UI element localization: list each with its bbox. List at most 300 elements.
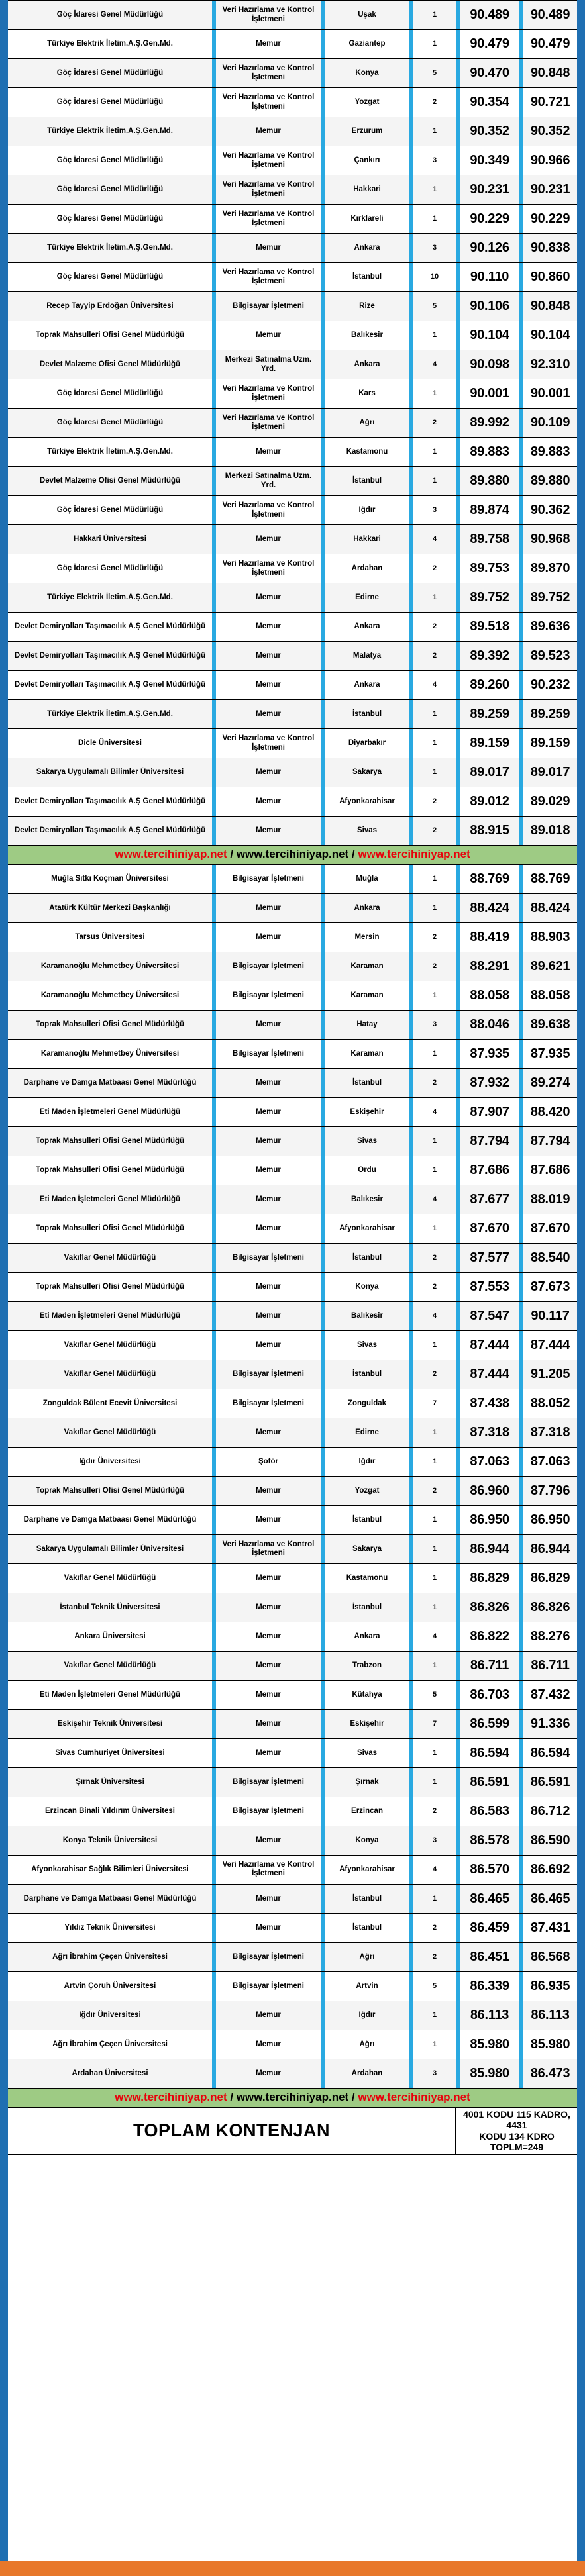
cell-min-score: 88.915	[460, 817, 519, 846]
cell-quota: 3	[413, 146, 456, 175]
cell-institution: Ağrı İbrahim Çeçen Üniversitesi	[8, 1942, 212, 1971]
cell-institution: Vakıflar Genel Müdürlüğü	[8, 1651, 212, 1680]
table-row[interactable]	[8, 1097, 577, 1126]
cell-institution: İstanbul Teknik Üniversitesi	[8, 1593, 212, 1622]
cell-quota: 1	[413, 2030, 456, 2059]
cell-quota: 1	[413, 1126, 456, 1156]
cell-province: İstanbul	[325, 1913, 409, 1942]
cell-institution: Devlet Malzeme Ofisi Genel Müdürlüğü	[8, 350, 212, 379]
table-row[interactable]	[8, 893, 577, 922]
kpss-placement-table	[8, 0, 577, 2155]
cell-max-score: 90.860	[523, 263, 577, 292]
cell-title: Merkezi Satınalma Uzm. Yrd.	[216, 467, 321, 496]
cell-quota: 2	[413, 922, 456, 952]
cell-min-score: 88.419	[460, 922, 519, 952]
cell-title: Veri Hazırlama ve Kontrol İşletmeni	[216, 1534, 321, 1563]
cell-title: Memur	[216, 1884, 321, 1913]
table-row[interactable]	[8, 1476, 577, 1505]
cell-max-score: 86.594	[523, 1738, 577, 1767]
cell-max-score: 89.752	[523, 583, 577, 613]
table-row[interactable]	[8, 1709, 577, 1738]
cell-quota: 3	[413, 1826, 456, 1855]
cell-province: Edirne	[325, 583, 409, 613]
table-row[interactable]	[8, 1826, 577, 1855]
cell-max-score: 86.711	[523, 1651, 577, 1680]
promo-separator-1: /	[227, 848, 237, 860]
table-row[interactable]	[8, 146, 577, 175]
cell-quota: 1	[413, 467, 456, 496]
table-row[interactable]	[8, 350, 577, 379]
cell-min-score: 87.318	[460, 1418, 519, 1447]
cell-institution: Vakıflar Genel Müdürlüğü	[8, 1360, 212, 1389]
cell-min-score: 90.106	[460, 292, 519, 321]
cell-province: Muğla	[325, 864, 409, 893]
table-row[interactable]	[8, 175, 577, 205]
cell-institution: Göç İdaresi Genel Müdürlüğü	[8, 146, 212, 175]
cell-institution: Sakarya Uygulamalı Bilimler Üniversitesi	[8, 758, 212, 787]
table-row[interactable]	[8, 1738, 577, 1767]
cell-province: Gaziantep	[325, 30, 409, 59]
cell-quota: 1	[413, 583, 456, 613]
promo-link-2[interactable]: www.tercihiniyap.net	[236, 2090, 349, 2103]
cell-province: İstanbul	[325, 1068, 409, 1097]
table-row[interactable]	[8, 1, 577, 30]
cell-province: İstanbul	[325, 263, 409, 292]
cell-province: Konya	[325, 1272, 409, 1301]
cell-institution: Iğdır Üniversitesi	[8, 1447, 212, 1476]
cell-province: Kastamonu	[325, 438, 409, 467]
cell-institution: Türkiye Elektrik İletim.A.Ş.Gen.Md.	[8, 583, 212, 613]
total-quota-value	[456, 2107, 577, 2154]
cell-min-score: 88.046	[460, 1010, 519, 1039]
cell-min-score: 90.479	[460, 30, 519, 59]
cell-min-score: 87.444	[460, 1330, 519, 1360]
table-row[interactable]	[8, 1534, 577, 1563]
cell-institution: Göç İdaresi Genel Müdürlüğü	[8, 88, 212, 117]
cell-quota: 1	[413, 321, 456, 350]
cell-title: Bilgisayar İşletmeni	[216, 1971, 321, 2001]
promo-banner-cell	[8, 2088, 577, 2107]
cell-quota: 5	[413, 1680, 456, 1709]
cell-max-score: 88.420	[523, 1097, 577, 1126]
cell-min-score: 87.553	[460, 1272, 519, 1301]
cell-institution: Göç İdaresi Genel Müdürlüğü	[8, 263, 212, 292]
promo-link-3[interactable]: www.tercihiniyap.net	[358, 2090, 470, 2103]
cell-institution: Toprak Mahsulleri Ofisi Genel Müdürlüğü	[8, 1214, 212, 1243]
cell-quota: 1	[413, 1563, 456, 1593]
table-row[interactable]	[8, 2001, 577, 2030]
cell-title: Memur	[216, 1156, 321, 1185]
table-row[interactable]	[8, 379, 577, 409]
cell-province: Afyonkarahisar	[325, 787, 409, 817]
cell-min-score: 89.992	[460, 409, 519, 438]
cell-title: Memur	[216, 117, 321, 146]
cell-institution: Devlet Demiryolları Taşımacılık A.Ş Genel Müdürlüğü	[8, 787, 212, 817]
cell-max-score: 87.673	[523, 1272, 577, 1301]
cell-title: Veri Hazırlama ve Kontrol İşletmeni	[216, 59, 321, 88]
table-row[interactable]	[8, 1505, 577, 1534]
cell-title: Memur	[216, 922, 321, 952]
cell-institution: Sivas Cumhuriyet Üniversitesi	[8, 1738, 212, 1767]
cell-institution: Toprak Mahsulleri Ofisi Genel Müdürlüğü	[8, 1156, 212, 1185]
cell-province: İstanbul	[325, 1884, 409, 1913]
cell-quota: 2	[413, 1797, 456, 1826]
cell-institution: Ankara Üniversitesi	[8, 1622, 212, 1651]
cell-title: Bilgisayar İşletmeni	[216, 952, 321, 981]
cell-institution: Dicle Üniversitesi	[8, 729, 212, 758]
cell-max-score: 90.001	[523, 379, 577, 409]
table-row[interactable]	[8, 1651, 577, 1680]
cell-title: Memur	[216, 30, 321, 59]
cell-title: Veri Hazırlama ve Kontrol İşletmeni	[216, 175, 321, 205]
cell-institution: Göç İdaresi Genel Müdürlüğü	[8, 496, 212, 525]
cell-max-score: 86.465	[523, 1884, 577, 1913]
cell-province: Erzurum	[325, 117, 409, 146]
cell-min-score: 90.354	[460, 88, 519, 117]
cell-province: Yozgat	[325, 88, 409, 117]
cell-min-score: 89.752	[460, 583, 519, 613]
table-row[interactable]	[8, 525, 577, 554]
cell-quota: 1	[413, 175, 456, 205]
promo-link-1[interactable]: www.tercihiniyap.net	[115, 2090, 227, 2103]
table-row[interactable]	[8, 409, 577, 438]
cell-max-score: 90.229	[523, 205, 577, 234]
cell-max-score: 90.968	[523, 525, 577, 554]
table-row[interactable]	[8, 292, 577, 321]
cell-min-score: 87.577	[460, 1243, 519, 1272]
cell-province: Konya	[325, 1826, 409, 1855]
table-row[interactable]	[8, 864, 577, 893]
cell-max-score: 91.205	[523, 1360, 577, 1389]
table-row[interactable]	[8, 205, 577, 234]
cell-province: Kırklareli	[325, 205, 409, 234]
table-row[interactable]	[8, 1272, 577, 1301]
cell-province: İstanbul	[325, 1243, 409, 1272]
cell-min-score: 88.424	[460, 893, 519, 922]
table-row[interactable]	[8, 1243, 577, 1272]
cell-province: Afyonkarahisar	[325, 1214, 409, 1243]
table-row[interactable]	[8, 1942, 577, 1971]
cell-province: İstanbul	[325, 467, 409, 496]
table-row[interactable]	[8, 1330, 577, 1360]
cell-quota: 3	[413, 1010, 456, 1039]
cell-quota: 3	[413, 496, 456, 525]
table-row[interactable]	[8, 1010, 577, 1039]
cell-quota: 1	[413, 117, 456, 146]
cell-max-score: 87.670	[523, 1214, 577, 1243]
promo-link-1[interactable]: www.tercihiniyap.net	[115, 848, 227, 860]
cell-max-score: 87.318	[523, 1418, 577, 1447]
cell-quota: 1	[413, 1418, 456, 1447]
cell-title: Memur	[216, 2030, 321, 2059]
cell-institution: Toprak Mahsulleri Ofisi Genel Müdürlüğü	[8, 1272, 212, 1301]
cell-min-score: 90.349	[460, 146, 519, 175]
table-row[interactable]	[8, 59, 577, 88]
table-row[interactable]	[8, 583, 577, 613]
table-row[interactable]	[8, 1360, 577, 1389]
cell-title: Veri Hazırlama ve Kontrol İşletmeni	[216, 379, 321, 409]
promo-separator-2: /	[348, 2090, 358, 2103]
cell-province: Ağrı	[325, 2030, 409, 2059]
cell-max-score: 86.591	[523, 1767, 577, 1797]
table-row[interactable]	[8, 1767, 577, 1797]
cell-quota: 2	[413, 1068, 456, 1097]
cell-title: Memur	[216, 1097, 321, 1126]
cell-min-score: 90.352	[460, 117, 519, 146]
cell-province: Malatya	[325, 642, 409, 671]
cell-min-score: 86.339	[460, 1971, 519, 2001]
cell-max-score: 92.310	[523, 350, 577, 379]
cell-max-score: 86.950	[523, 1505, 577, 1534]
cell-quota: 1	[413, 1156, 456, 1185]
cell-province: Mersin	[325, 922, 409, 952]
table-row[interactable]	[8, 981, 577, 1010]
table-row[interactable]	[8, 2030, 577, 2059]
cell-institution: Sakarya Uygulamalı Bilimler Üniversitesi	[8, 1534, 212, 1563]
table-row[interactable]	[8, 1156, 577, 1185]
table-row[interactable]	[8, 1301, 577, 1330]
right-frame-border	[577, 0, 585, 2576]
cell-title: Bilgisayar İşletmeni	[216, 1039, 321, 1068]
cell-institution: Tarsus Üniversitesi	[8, 922, 212, 952]
cell-max-score: 85.980	[523, 2030, 577, 2059]
table-row[interactable]	[8, 1680, 577, 1709]
cell-institution: Vakıflar Genel Müdürlüğü	[8, 1563, 212, 1593]
cell-institution: Göç İdaresi Genel Müdürlüğü	[8, 409, 212, 438]
table-row[interactable]	[8, 1418, 577, 1447]
cell-title: Memur	[216, 438, 321, 467]
table-row[interactable]	[8, 642, 577, 671]
cell-province: Sakarya	[325, 1534, 409, 1563]
cell-max-score: 89.259	[523, 700, 577, 729]
cell-province: Karaman	[325, 952, 409, 981]
cell-min-score: 86.451	[460, 1942, 519, 1971]
cell-institution: Göç İdaresi Genel Müdürlüğü	[8, 554, 212, 583]
cell-min-score: 85.980	[460, 2030, 519, 2059]
table-container	[8, 0, 577, 2155]
table-row[interactable]	[8, 1185, 577, 1214]
cell-province: İstanbul	[325, 1593, 409, 1622]
cell-title: Memur	[216, 1622, 321, 1651]
table-row[interactable]	[8, 758, 577, 787]
cell-title: Veri Hazırlama ve Kontrol İşletmeni	[216, 88, 321, 117]
cell-institution: Toprak Mahsulleri Ofisi Genel Müdürlüğü	[8, 1010, 212, 1039]
cell-min-score: 87.438	[460, 1389, 519, 1418]
cell-max-score: 88.540	[523, 1243, 577, 1272]
table-row[interactable]	[8, 263, 577, 292]
cell-title: Memur	[216, 1563, 321, 1593]
cell-max-score: 87.794	[523, 1126, 577, 1156]
table-row[interactable]	[8, 1884, 577, 1913]
cell-max-score: 89.029	[523, 787, 577, 817]
cell-max-score: 87.935	[523, 1039, 577, 1068]
table-row[interactable]	[8, 117, 577, 146]
cell-quota: 4	[413, 525, 456, 554]
cell-min-score: 86.960	[460, 1476, 519, 1505]
cell-province: Sivas	[325, 817, 409, 846]
promo-banner-cell	[8, 846, 577, 865]
cell-min-score: 90.229	[460, 205, 519, 234]
table-row[interactable]	[8, 1214, 577, 1243]
cell-min-score: 86.570	[460, 1855, 519, 1884]
cell-province: Iğdır	[325, 1447, 409, 1476]
table-row[interactable]	[8, 1913, 577, 1942]
cell-title: Bilgisayar İşletmeni	[216, 1243, 321, 1272]
cell-max-score: 89.621	[523, 952, 577, 981]
table-row[interactable]	[8, 1068, 577, 1097]
total-quota-line-1: 4001 KODU 115 KADRO, 4431	[463, 2108, 570, 2131]
cell-province: Ankara	[325, 671, 409, 700]
cell-province: Erzincan	[325, 1797, 409, 1826]
cell-quota: 2	[413, 1272, 456, 1301]
table-row[interactable]	[8, 787, 577, 817]
promo-link-3[interactable]: www.tercihiniyap.net	[358, 848, 470, 860]
promo-separator-2: /	[348, 848, 358, 860]
cell-quota: 1	[413, 864, 456, 893]
cell-min-score: 87.932	[460, 1068, 519, 1097]
cell-institution: Devlet Demiryolları Taşımacılık A.Ş Genel Müdürlüğü	[8, 613, 212, 642]
cell-quota: 1	[413, 1767, 456, 1797]
table-row[interactable]	[8, 613, 577, 642]
cell-max-score: 90.231	[523, 175, 577, 205]
cell-title: Memur	[216, 1068, 321, 1097]
cell-province: Yozgat	[325, 1476, 409, 1505]
cell-min-score: 86.711	[460, 1651, 519, 1680]
cell-institution: Zonguldak Bülent Ecevit Üniversitesi	[8, 1389, 212, 1418]
cell-title: Şoför	[216, 1447, 321, 1476]
promo-link-2[interactable]: www.tercihiniyap.net	[236, 848, 349, 860]
cell-province: Ardahan	[325, 2059, 409, 2088]
cell-title: Bilgisayar İşletmeni	[216, 1942, 321, 1971]
cell-max-score: 89.638	[523, 1010, 577, 1039]
cell-max-score: 90.489	[523, 1, 577, 30]
table-row[interactable]	[8, 671, 577, 700]
promo-banner-text	[115, 2091, 470, 2103]
cell-quota: 5	[413, 1971, 456, 2001]
cell-min-score: 86.594	[460, 1738, 519, 1767]
cell-min-score: 86.944	[460, 1534, 519, 1563]
cell-max-score: 87.432	[523, 1680, 577, 1709]
table-row[interactable]	[8, 1593, 577, 1622]
cell-max-score: 90.848	[523, 292, 577, 321]
cell-min-score: 87.444	[460, 1360, 519, 1389]
cell-province: Sivas	[325, 1126, 409, 1156]
cell-max-score: 88.276	[523, 1622, 577, 1651]
cell-max-score: 90.848	[523, 59, 577, 88]
cell-max-score: 90.721	[523, 88, 577, 117]
cell-quota: 3	[413, 234, 456, 263]
table-row[interactable]	[8, 1389, 577, 1418]
cell-quota: 1	[413, 379, 456, 409]
table-row[interactable]	[8, 1039, 577, 1068]
cell-province: Edirne	[325, 1418, 409, 1447]
table-row[interactable]	[8, 922, 577, 952]
table-row[interactable]	[8, 952, 577, 981]
cell-min-score: 89.883	[460, 438, 519, 467]
table-row[interactable]	[8, 234, 577, 263]
table-row[interactable]	[8, 438, 577, 467]
cell-province: Ankara	[325, 613, 409, 642]
cell-institution: Eti Maden İşletmeleri Genel Müdürlüğü	[8, 1680, 212, 1709]
table-row[interactable]	[8, 1622, 577, 1651]
cell-institution: Eti Maden İşletmeleri Genel Müdürlüğü	[8, 1097, 212, 1126]
cell-max-score: 90.966	[523, 146, 577, 175]
cell-institution: Toprak Mahsulleri Ofisi Genel Müdürlüğü	[8, 1476, 212, 1505]
table-row[interactable]	[8, 554, 577, 583]
table-row[interactable]	[8, 496, 577, 525]
cell-min-score: 87.794	[460, 1126, 519, 1156]
table-row[interactable]	[8, 321, 577, 350]
cell-title: Memur	[216, 1913, 321, 1942]
cell-institution: Devlet Demiryolları Taşımacılık A.Ş Genel Müdürlüğü	[8, 642, 212, 671]
cell-title: Memur	[216, 583, 321, 613]
cell-institution: Iğdır Üniversitesi	[8, 2001, 212, 2030]
cell-institution: Afyonkarahisar Sağlık Bilimleri Üniversitesi	[8, 1855, 212, 1884]
cell-max-score: 86.473	[523, 2059, 577, 2088]
cell-institution: Türkiye Elektrik İletim.A.Ş.Gen.Md.	[8, 117, 212, 146]
table-row[interactable]	[8, 1971, 577, 2001]
cell-province: Iğdır	[325, 496, 409, 525]
cell-province: Konya	[325, 59, 409, 88]
cell-max-score: 87.063	[523, 1447, 577, 1476]
cell-province: Sakarya	[325, 758, 409, 787]
cell-title: Bilgisayar İşletmeni	[216, 1767, 321, 1797]
table-row[interactable]	[8, 1447, 577, 1476]
cell-title: Memur	[216, 1593, 321, 1622]
table-row[interactable]	[8, 817, 577, 846]
cell-min-score: 86.822	[460, 1622, 519, 1651]
promo-separator-1: /	[227, 2090, 237, 2103]
cell-min-score: 86.465	[460, 1884, 519, 1913]
cell-institution: Toprak Mahsulleri Ofisi Genel Müdürlüğü	[8, 1126, 212, 1156]
table-row[interactable]	[8, 467, 577, 496]
cell-min-score: 87.547	[460, 1301, 519, 1330]
cell-min-score: 86.950	[460, 1505, 519, 1534]
cell-institution: Karamanoğlu Mehmetbey Üniversitesi	[8, 952, 212, 981]
cell-institution: Darphane ve Damga Matbaası Genel Müdürlüğü	[8, 1505, 212, 1534]
table-row[interactable]	[8, 700, 577, 729]
cell-max-score: 86.692	[523, 1855, 577, 1884]
cell-quota: 2	[413, 554, 456, 583]
cell-title: Veri Hazırlama ve Kontrol İşletmeni	[216, 729, 321, 758]
cell-quota: 1	[413, 30, 456, 59]
cell-max-score: 89.017	[523, 758, 577, 787]
cell-title: Memur	[216, 1826, 321, 1855]
cell-quota: 1	[413, 1214, 456, 1243]
cell-institution: Eti Maden İşletmeleri Genel Müdürlüğü	[8, 1185, 212, 1214]
cell-max-score: 86.944	[523, 1534, 577, 1563]
left-frame-border	[0, 0, 8, 2576]
cell-title: Memur	[216, 1185, 321, 1214]
cell-min-score: 86.113	[460, 2001, 519, 2030]
table-row[interactable]	[8, 1797, 577, 1826]
cell-min-score: 86.703	[460, 1680, 519, 1709]
cell-min-score: 87.935	[460, 1039, 519, 1068]
cell-title: Memur	[216, 671, 321, 700]
table-row[interactable]	[8, 729, 577, 758]
table-row[interactable]	[8, 2059, 577, 2088]
table-row[interactable]	[8, 1563, 577, 1593]
cell-max-score: 89.274	[523, 1068, 577, 1097]
cell-title: Memur	[216, 817, 321, 846]
table-row[interactable]	[8, 88, 577, 117]
table-row[interactable]	[8, 30, 577, 59]
promo-banner-row	[8, 846, 577, 865]
table-row[interactable]	[8, 1855, 577, 1884]
cell-min-score: 90.489	[460, 1, 519, 30]
table-row[interactable]	[8, 1126, 577, 1156]
cell-quota: 1	[413, 758, 456, 787]
